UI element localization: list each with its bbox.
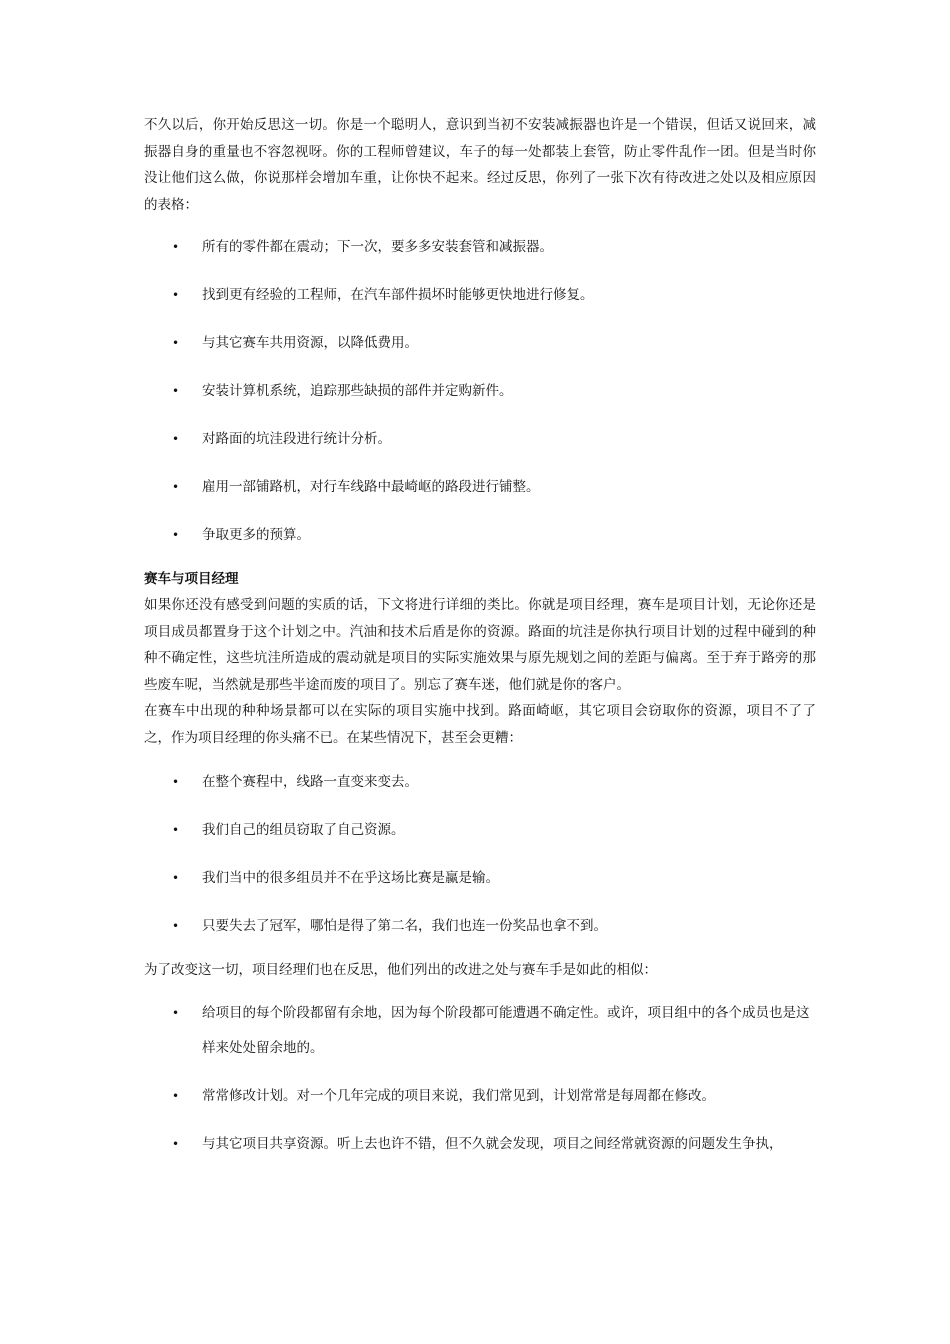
bullet-icon: • bbox=[172, 480, 180, 494]
list-item-text: 安装计算机系统，追踪那些缺损的部件并定购新件。 bbox=[202, 383, 513, 399]
list-item bbox=[144, 996, 816, 1066]
bullet-icon: • bbox=[172, 240, 180, 254]
improvement-list bbox=[144, 230, 816, 553]
list-item-text: 只要失去了冠军，哪怕是得了第二名，我们也连一份奖品也拿不到。 bbox=[202, 918, 607, 934]
list-item-text: 与其它赛车共用资源，以降低费用。 bbox=[202, 335, 418, 351]
list-item bbox=[144, 230, 816, 265]
list-item bbox=[144, 765, 816, 800]
bullet-icon: • bbox=[172, 1088, 180, 1103]
section-heading: 赛车与项目经理 bbox=[144, 571, 239, 587]
bullet-icon: • bbox=[172, 336, 180, 350]
list-item-text: 找到更有经验的工程师，在汽车部件损坏时能够更快地进行修复。 bbox=[202, 287, 594, 303]
list-item-text: 对路面的坑洼段进行统计分析。 bbox=[202, 431, 391, 447]
list-item-text: 与其它项目共享资源。听上去也许不错，但不久就会发现，项目之间经常就资源的问题发生争执， bbox=[202, 1135, 783, 1152]
list-item bbox=[144, 422, 816, 457]
list-item-text: 给项目的每个阶段都留有余地，因为每个阶段都可能遭遇不确定性。或许，项目组中的各个成员也是这样来处处留余地的。 bbox=[202, 1004, 810, 1056]
bullet-icon: • bbox=[172, 919, 180, 933]
intro-paragraph: 不久以后，你开始反思这一切。你是一个聪明人，意识到当初不安装减振器也许是一个错误，但话又说回来，减振器自身的重量也不容忽视呀。你的工程师曾建议，车子的每一处都装上套管，防止零件乱作一团。但是当时你没让他们这么做，你说那样会增加车重，让你快不起来。经过反思，你列了一张下次有待改进之处以及相应原因的表格： bbox=[144, 117, 816, 213]
reflection-paragraph: 为了改变这一切，项目经理们也在反思，他们列出的改进之处与赛车手是如此的相似： bbox=[144, 962, 657, 978]
bullet-icon: • bbox=[172, 775, 180, 789]
list-item-text: 争取更多的预算。 bbox=[202, 527, 310, 543]
list-item-text: 雇用一部铺路机，对行车线路中最崎岖的路段进行铺整。 bbox=[202, 479, 540, 495]
bullet-icon: • bbox=[172, 288, 180, 302]
bullet-icon: • bbox=[172, 1136, 180, 1151]
list-item bbox=[144, 813, 816, 848]
bullet-icon: • bbox=[172, 871, 180, 885]
list-item bbox=[144, 278, 816, 313]
list-item-text: 我们自己的组员窃取了自己资源。 bbox=[202, 822, 405, 838]
document-page bbox=[144, 112, 816, 1175]
list-item bbox=[144, 1127, 816, 1162]
scenes-paragraph: 在赛车中出现的种种场景都可以在实际的项目实施中找到。路面崎岖，其它项目会窃取你的资源，项目不了了之，作为项目经理的你头痛不已。在某些情况下，甚至会更糟： bbox=[144, 703, 816, 746]
bullet-icon: • bbox=[172, 384, 180, 398]
analogy-paragraph: 如果你还没有感受到问题的实质的话，下文将进行详细的类比。你就是项目经理，赛车是项目计划，无论你还是项目成员都置身于这个计划之中。汽油和技术后盾是你的资源。路面的坑洼是你执行项目计划的过程中碰到的种种不确定性，这些坑洼所造成的震动就是项目的实际实施效果与原先规划之间的差距与偏离。至于弃于路旁的那些废车呢，当然就是那些半途而废的项目了。别忘了赛车迷，他们就是你的客户。 bbox=[144, 597, 816, 693]
list-item bbox=[144, 518, 816, 553]
list-item-text: 我们当中的很多组员并不在乎这场比赛是赢是输。 bbox=[202, 870, 499, 886]
list-item bbox=[144, 861, 816, 896]
list-item bbox=[144, 470, 816, 505]
list-item bbox=[144, 326, 816, 361]
list-item bbox=[144, 1079, 816, 1114]
bullet-icon: • bbox=[172, 1005, 180, 1020]
list-item-text: 所有的零件都在震动；下一次，要多多安装套管和减振器。 bbox=[202, 239, 553, 255]
list-item bbox=[144, 909, 816, 944]
bullet-icon: • bbox=[172, 432, 180, 446]
worse-list bbox=[144, 765, 816, 944]
bullet-icon: • bbox=[172, 528, 180, 542]
list-item-text: 在整个赛程中，线路一直变来变去。 bbox=[202, 774, 418, 790]
list-item-text: 常常修改计划。对一个几年完成的项目来说，我们常见到，计划常常是每周都在修改。 bbox=[202, 1087, 715, 1104]
pm-improvement-list bbox=[144, 996, 816, 1162]
bullet-icon: • bbox=[172, 823, 180, 837]
list-item bbox=[144, 374, 816, 409]
